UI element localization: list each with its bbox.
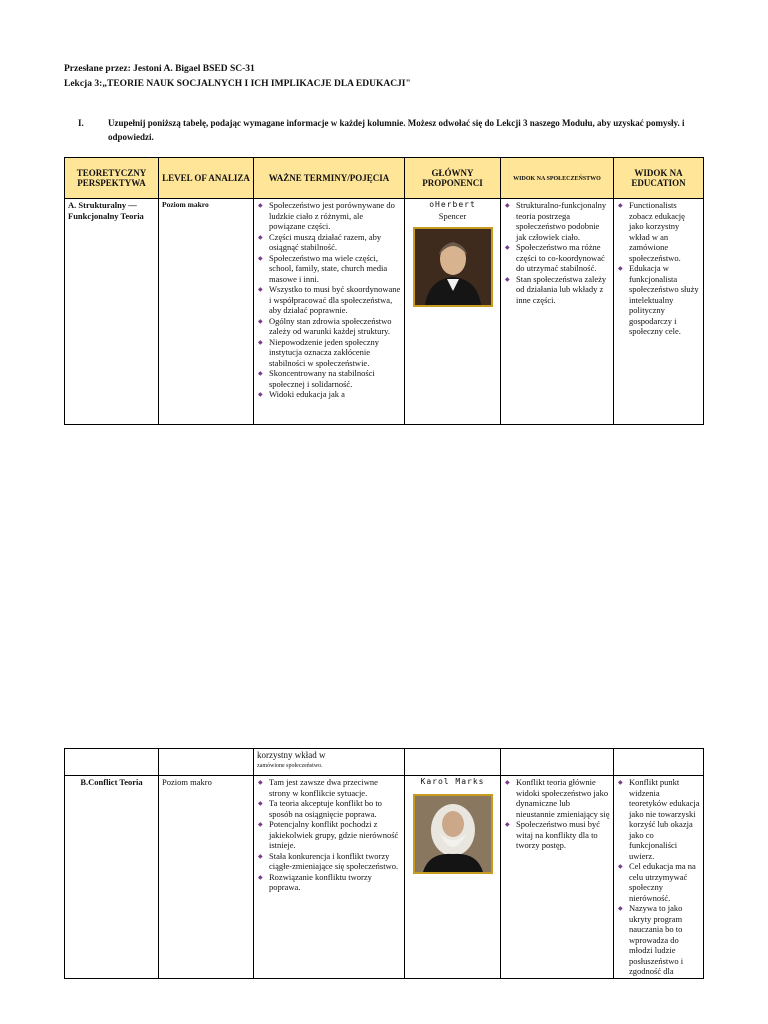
proponent-portrait [413, 227, 493, 307]
table-row [65, 749, 704, 776]
header-terms: WAŻNE TERMINY/POJĘCIA [254, 158, 405, 199]
table-row [65, 776, 704, 979]
proponent-cell [405, 776, 501, 979]
list-item: ◆ Wszystko to musi być skoordynowane i współpracować dla społeczeństwa, aby działać poprawnie. [257, 284, 401, 316]
table-row [65, 199, 704, 425]
list-item: ◆ Ta teoria akceptuje konflikt bo to sposób na osiągnięcie poprawa. [257, 798, 401, 819]
list-item: ◆ Ogólny stan zdrowia społeczeństwo zależy od warunki każdej struktury. [257, 316, 401, 337]
proponent-name: Karol Marks [420, 777, 485, 786]
list-item: ◆ Skoncentrowany na stabilności społecznej i solidarność. [257, 368, 401, 389]
list-item: ◆ Części muszą działać razem, aby osiągnąć stabilność. [257, 232, 401, 253]
education-list [617, 777, 700, 977]
list-item: ◆ Społeczeństwo ma różne części to co-koordynować do utrzymać stabilność. [504, 242, 610, 274]
continued-text: korzystny wkład w zamówione społeczeństwo. [254, 749, 405, 776]
terms-cell [254, 776, 405, 979]
header-society: WIDOK NA SPOŁECZEŃSTWO [501, 158, 614, 199]
education-cell [614, 776, 704, 979]
analysis-level: Poziom makro [159, 776, 254, 979]
society-list [504, 200, 610, 305]
proponent-cell [405, 199, 501, 425]
header-education: WIDOK NA EDUCATION [614, 158, 704, 199]
list-item: ◆ Widoki edukacja jak a [257, 389, 401, 400]
lesson-title: Lekcja 3:„TEORIE NAUK SOCJALNYCH I ICH IMPLIKACJE DLA EDUKACJI" [64, 79, 411, 89]
list-item: ◆ Cel edukacja ma na celu utrzymywać społeczny nierówność. [617, 861, 700, 903]
header-proponents: GŁÓWNY PROPONENCI [405, 158, 501, 199]
society-cell [501, 199, 614, 425]
list-item: ◆ Tam jest zawsze dwa przeciwne strony w konflikcie sytuacje. [257, 777, 401, 798]
education-cell [614, 199, 704, 425]
list-item: ◆ Strukturalno-funkcjonalny teoria postrzega społeczeństwo podobnie jak człowiek ciało. [504, 200, 610, 242]
list-item: ◆ Konflikt teoria głównie widoki społeczeństwo jako dynamiczne lub nieustannie zmieniający się [504, 777, 610, 819]
list-item: ◆ Functionalists zobacz edukację jako korzystny wkład w an zamówione społeczeństwo. [617, 200, 700, 263]
instruction-text: Uzupełnij poniższą tabelę, podając wymagane informacje w każdej kolumnie. Możesz odwołać się do Lekcji 3 naszego Modułu, aby uzyskać pomysły. i odpowiedzi. [108, 118, 685, 142]
list-item: ◆ Stała konkurencja i konflikt tworzy ciągłe-zmieniające się społeczeństwo. [257, 851, 401, 872]
theories-table-continued [64, 748, 704, 979]
list-item: ◆ Stan społeczeństwa zależy od działania lub wkłady z inne części. [504, 274, 610, 306]
list-item: ◆ Społeczeństwo jest porównywane do ludzkie ciało z różnymi, ale powiązane części. [257, 200, 401, 232]
table-header-row [65, 158, 704, 199]
terms-list [257, 777, 401, 893]
education-list [617, 200, 700, 337]
theory-name: B.Conflict Teoria [65, 776, 159, 979]
list-item: ◆ Rozwiązanie konfliktu tworzy poprawa. [257, 872, 401, 893]
society-list [504, 777, 610, 851]
terms-list [257, 200, 401, 400]
proponent-name: oHerbert [429, 200, 476, 209]
list-item: ◆ Nazywa to jako ukryty program nauczania bo to wprowadza do młodzi ludzie posłuszeństwo i zgodność dla [617, 903, 700, 977]
header-level: LEVEL OF ANALIZA [159, 158, 254, 199]
instruction-number: I. [78, 118, 84, 128]
theory-name: A. Strukturalny — Funkcjonalny Teoria [65, 199, 159, 425]
instructions [80, 116, 720, 144]
list-item: ◆ Edukacja w funkcjonalista społeczeństwo służy intelektualny polityczny gospodarczy i społeczny cele. [617, 263, 700, 337]
list-item: ◆ Konflikt punkt widzenia teoretyków edukacja jako nie towarzyski korzyść lub okazja jako co funkcjonaliści uwierz. [617, 777, 700, 861]
proponent-name-2: Spencer [438, 210, 467, 221]
list-item: ◆ Niepowodzenie jeden społeczny instytucja oznacza zakłócenie stabilności w społeczeństwie. [257, 337, 401, 369]
theories-table [64, 157, 704, 425]
analysis-level: Poziom makro [159, 199, 254, 425]
proponent-portrait [413, 794, 493, 874]
submitted-by-line: Przesłane przez: Jestoni A. Bigael BSED SC-31 [64, 64, 255, 74]
list-item: ◆ Społeczeństwo ma wiele części, school, family, state, church media masowe i inni. [257, 253, 401, 285]
society-cell [501, 776, 614, 979]
header-perspective: TEORETYCZNY PERSPEKTYWA [65, 158, 159, 199]
terms-cell [254, 199, 405, 425]
list-item: ◆ Społeczeństwo musi być witaj na konflikty dla to tworzy postęp. [504, 819, 610, 851]
list-item: ◆ Potencjalny konflikt pochodzi z jakiekolwiek grupy, gdzie nierówność istnieje. [257, 819, 401, 851]
